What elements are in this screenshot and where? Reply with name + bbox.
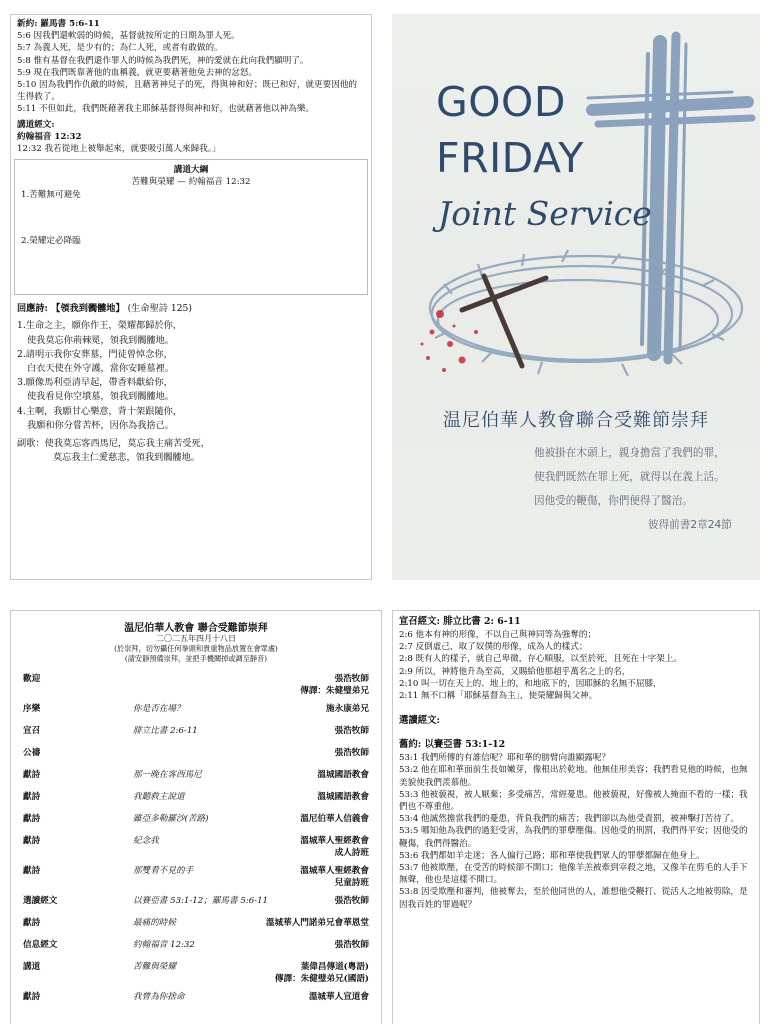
cover-verse-line: 他被掛在木頭上，親身擔當了我們的罪，	[534, 447, 725, 459]
program-item-leader	[275, 960, 369, 984]
nt-verse: 5:11 不但如此，我們既藉著我主耶穌基督得與神和好，也就藉著他以神為樂。	[17, 104, 315, 115]
program-item-title: 以賽亞書 53:1-12；羅馬書 5:6-11	[133, 896, 269, 906]
program-row	[21, 912, 371, 934]
sermon-text-label: 講道經文:	[17, 119, 55, 130]
leader-name: 張浩牧師	[334, 896, 369, 906]
leader-name-secondary: 成人詩班	[334, 848, 369, 858]
call-verse: 2:11 無不口稱「耶穌基督為主」，使榮耀歸與父神。	[399, 691, 598, 702]
program-row	[21, 808, 371, 830]
program-item: 歡迎	[23, 674, 41, 684]
program-item-title: 最痛的時候	[133, 918, 176, 928]
leader-name: 張浩牧師	[334, 748, 369, 758]
blood-splatter-icon	[421, 310, 479, 372]
call-to-worship-label: 宣召經文: 腓立比書 2: 6-11	[399, 616, 521, 627]
hymn-chorus: 副歌：使我莫忘客西馬尼，莫忘我主痛苦受死，	[17, 438, 210, 450]
program-item: 獻詩	[23, 836, 41, 846]
program-row	[21, 860, 371, 890]
cover-church-title: 温尼伯華人教會聯合受難節崇拜	[443, 410, 709, 431]
leader-name-secondary: 兒童詩班	[334, 878, 369, 888]
program-item: 講道	[23, 962, 41, 972]
leader-name: 溫城華人宣道會	[308, 992, 369, 1002]
program-date: 二〇二五年四月十八日	[156, 634, 236, 643]
program-item-title: 苦難與榮耀	[133, 962, 176, 972]
program-row	[21, 986, 371, 1008]
bulletin-cover	[392, 14, 760, 580]
program-item: 獻詩	[23, 814, 41, 824]
call-verse: 2:7 反倒虛己，取了奴僕的形像，成為人的樣式；	[399, 642, 588, 653]
call-verse: 2:8 既有人的樣子，就自己卑微，存心順服，以至於死，且死在十字架上。	[399, 654, 682, 665]
sermon-text: 12:32 我若從地上被舉起來，就要吸引萬人來歸我。」	[17, 144, 221, 155]
program-list	[21, 668, 371, 1008]
program-item: 獻詩	[23, 792, 41, 802]
leader-name: 溫城國語教會	[317, 792, 369, 802]
program-row	[21, 830, 371, 860]
ot-verse: 53:1 我們所傳的有誰信呢？耶和華的膀臂向誰顯露呢？	[399, 753, 611, 764]
program-item: 宣召	[23, 726, 41, 736]
leader-name-secondary: 傳譯：朱健璧弟兄	[300, 686, 369, 696]
leader-name: 葉偉昌傳道(粵語)	[300, 962, 369, 972]
program-item-leader	[317, 790, 369, 802]
program-item-title: 那雙看不見的手	[133, 866, 194, 876]
cover-title-line1: GOOD	[436, 78, 566, 126]
program-row	[21, 668, 371, 698]
hymn-line: 使我莫忘你荊棘冕，領我到髑髏地。	[27, 334, 174, 346]
program-item: 信息經文	[23, 940, 58, 950]
leader-name: 溫城華人聖經教會	[300, 836, 369, 846]
leader-name: 溫尼伯華人信義會	[300, 814, 369, 824]
ot-label: 舊約: 以賽亞書 53:1-12	[399, 739, 506, 751]
call-verse: 2:10 叫一切在天上的、地上的，和地底下的，因耶穌的名無不屈膝，	[399, 678, 662, 689]
program-row	[21, 720, 371, 742]
nt-verse: 5:6 因我們還軟弱的時候，基督就按所定的日期為罪人死。	[17, 31, 240, 42]
program-item-leader	[317, 768, 369, 780]
leader-name: 施永康弟兄	[326, 704, 369, 714]
cover-title-line2: FRIDAY	[436, 134, 584, 182]
outline-title: 講道大綱	[173, 165, 209, 176]
sermon-text-ref: 約翰福音 12:32	[17, 131, 82, 142]
hymn-label: 回應詩: 【領我到髑髏地】	[17, 303, 125, 315]
leader-name-secondary: 傳譯：朱健璧弟兄(國語)	[274, 974, 369, 984]
program-row	[21, 956, 371, 986]
reading-label: 選讀經文:	[399, 715, 440, 727]
program-item-title: 紀念我	[133, 836, 159, 846]
program-item-leader	[300, 864, 369, 888]
program-item-leader	[335, 894, 369, 906]
program-note: (於崇拜，切勿攝任何拳頭和貴重物品放置在會眾處)	[114, 644, 278, 653]
bulletin-page-readings	[10, 14, 372, 580]
hymn-line: 我願和你分嘗苦杯，因你為我捨己。	[27, 419, 174, 431]
cover-verse-ref: 彼得前書2章24節	[648, 519, 732, 531]
hymn-line: 1.生命之主，願你作王，榮耀都歸於你，	[17, 320, 182, 332]
program-item-title: 雖亞多勒羅沙(苦路)	[133, 814, 209, 824]
program-note: (請安靜預備崇拜，並把手機關掉或調至靜音)	[124, 654, 268, 663]
program-row	[21, 786, 371, 808]
hymn-line: 2.請明示我你安葬墓，門徒曾悼念你，	[17, 348, 173, 360]
nt-reading-label: 新約: 羅馬書 5:6-11	[17, 19, 100, 29]
program-item-leader	[266, 916, 369, 928]
program-row	[21, 764, 371, 786]
program-row	[21, 742, 371, 764]
program-item-title: 約翰福音 12:32	[133, 940, 195, 950]
nt-verse: 5:7 為義人死，是少有的；為仁人死，或者有敢做的。	[17, 43, 223, 54]
program-item: 獻詩	[23, 992, 41, 1002]
hymn-line: 4.主啊，我願甘心樂意，背十架跟隨你，	[17, 405, 182, 417]
ot-verse: 53:5 哪知他為我們的過犯受害，為我們的罪孽壓傷。因他受的刑罰，我們得平安；因他受的鞭傷，我們得醫治。	[399, 826, 748, 849]
call-verse: 2:9 所以，神將他升為至高，又賜給他那超乎萬名之上的名，	[399, 666, 631, 677]
ot-verse: 53:2 他在耶和華面前生長如嫩芽，像根出於乾地。他無佳形美容；我們看見他的時候，也無美貌使我們羨慕他。	[399, 765, 748, 788]
hymn-line: 3.願像馬利亞清早起，帶香料獻給你，	[17, 377, 173, 389]
bulletin-program	[10, 610, 382, 1024]
program-item: 選讀經文	[23, 896, 58, 906]
outline-point-2: 2.榮耀定必降臨	[21, 236, 81, 247]
leader-name: 溫城華人門諾弟兄會華恩堂	[265, 918, 369, 928]
leader-name: 張浩牧師	[334, 674, 369, 684]
hymn-chorus: 莫忘我主仁愛慈悲，領我到髑髏地。	[53, 452, 200, 464]
program-item-title: 那一晚在客西馬尼	[133, 770, 202, 780]
nt-verse: 5:9 現在我們既靠著他的血稱義，就更要藉著他免去神的忿怒。	[17, 67, 258, 78]
leader-name: 溫城華人聖經教會	[300, 866, 369, 876]
program-item-leader	[335, 938, 369, 950]
ot-verse: 53:7 他被欺壓，在受苦的時候卻不開口；他像羊羔被牽到宰殺之地，又像羊在剪毛的人手下無聲，他也是這樣不開口。	[399, 863, 748, 886]
cover-verse-line: 因他受的鞭傷，你們便得了醫治。	[534, 495, 693, 507]
leader-name: 張浩牧師	[334, 940, 369, 950]
leader-name: 張浩牧師	[334, 726, 369, 736]
program-item-leader	[300, 812, 369, 824]
hymn-line: 使我看見你空墳墓，領我到髑髏地。	[27, 391, 174, 403]
program-item: 獻詩	[23, 866, 41, 876]
bulletin-page-scripture	[392, 610, 760, 1024]
hymn-line: 白衣天使在外守護，當你安睡墓裡。	[27, 363, 174, 375]
program-row	[21, 698, 371, 720]
program-item-title: 我曾為你捨命	[133, 992, 185, 1002]
leader-name: 溫城國語教會	[317, 770, 369, 780]
program-item-title: 腓立比書 2:6-11	[133, 726, 198, 736]
ot-verse: 53:4 他誠然擔當我們的憂患，背負我們的痛苦；我們卻以為他受責罰，被神擊打苦待了。	[399, 814, 740, 825]
program-item-leader	[335, 724, 369, 736]
cover-verse-line: 使我們既然在罪上死，就得以在義上活。	[534, 471, 725, 483]
hymn-source: (生命聖詩 125)	[127, 303, 192, 315]
ot-verse: 53:6 我們都如羊走迷；各人偏行己路；耶和華使我們眾人的罪孽都歸在他身上。	[399, 850, 705, 861]
program-item-leader	[309, 990, 369, 1002]
program-item-leader	[326, 702, 369, 714]
program-item-title: 你是否在場？	[133, 704, 185, 714]
program-item: 序樂	[23, 704, 41, 714]
cover-script-subtitle: Joint Service	[438, 194, 652, 233]
call-verse: 2:6 他本有神的形像，不以自己與神同等為強奪的；	[399, 630, 597, 640]
nt-verse: 5:8 惟有基督在我們還作罪人的時候為我們死，神的愛就在此向我們顯明了。	[17, 55, 309, 66]
program-item: 獻詩	[23, 770, 41, 780]
outline-point-1: 1.苦難無可避免	[21, 190, 81, 201]
sermon-outline-box	[14, 159, 368, 295]
program-row	[21, 890, 371, 912]
crown-of-thorns-icon	[430, 250, 742, 376]
program-row	[21, 934, 371, 956]
ot-verse: 53:8 因受欺壓和審判，他被奪去，至於他同世的人，誰想他受鞭打、從活人之地被剪除，是因我百姓的罪過呢？	[399, 887, 748, 910]
program-item: 公禱	[23, 748, 41, 758]
program-title: 温尼伯華人教會 聯合受難節崇拜	[124, 623, 268, 634]
program-item-leader	[300, 834, 369, 858]
hymn-heading	[17, 303, 365, 315]
program-item-title: 我聽救主說道	[133, 792, 185, 802]
ot-verse: 53:3 他被藐視，被人厭棄；多受痛苦，常經憂患。他被藐視，好像被人掩面不看的一樣；我們也不尊重他。	[399, 789, 748, 813]
outline-subtitle: 苦難與榮耀 — 約翰福音 12:32	[131, 177, 251, 188]
program-item: 獻詩	[23, 918, 41, 928]
nt-verse: 5:10 因為我們作仇敵的時候，且藉著神兒子的死，得與神和好；既已和好，就更要因他的生得救了。	[17, 80, 358, 103]
program-item-leader	[300, 672, 369, 696]
program-item-leader	[335, 746, 369, 758]
